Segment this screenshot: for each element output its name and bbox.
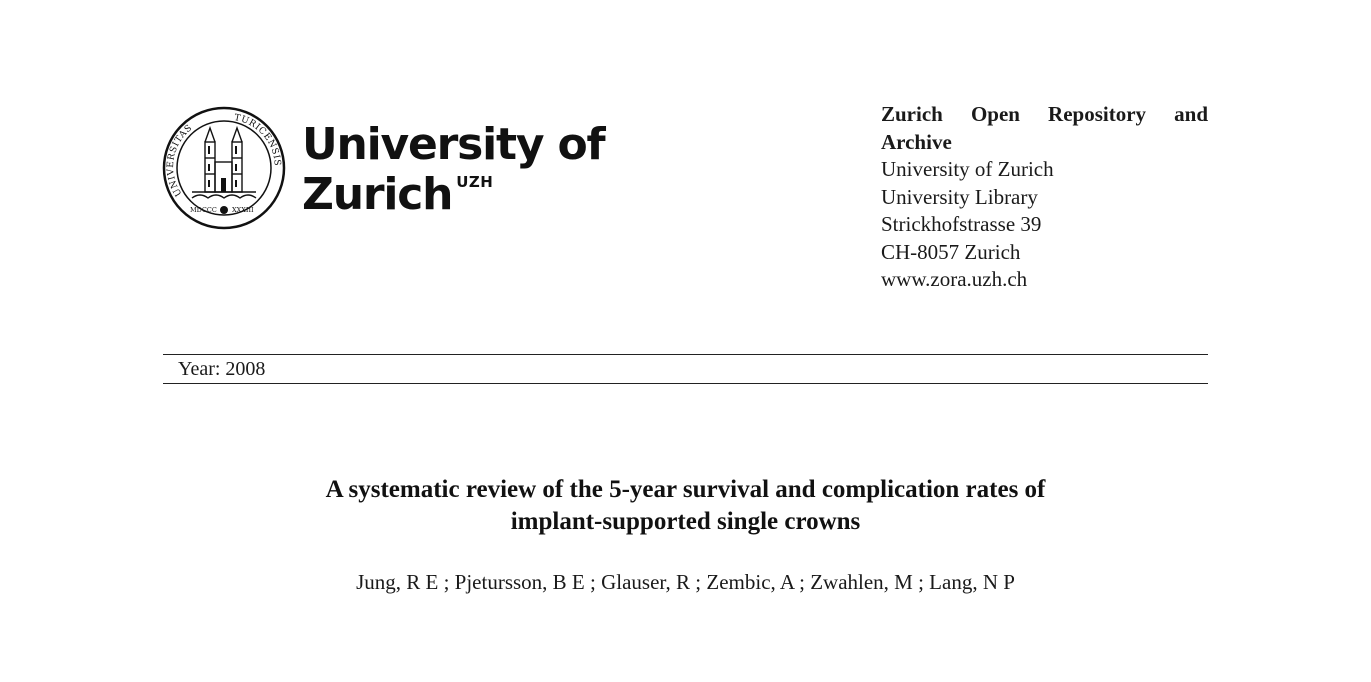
university-wordmark <box>302 120 604 229</box>
seal-text-left: UNIVERSITAS <box>166 123 195 198</box>
repository-name: Zurich Open Repository and Archive <box>881 102 1208 154</box>
year-bottom-divider <box>163 383 1208 384</box>
paper-authors: Jung, R E ; Pjetursson, B E ; Glauser, R ; Zembic, A ; Zwahlen, M ; Lang, N P <box>356 570 1015 594</box>
university-seal-icon <box>162 106 286 230</box>
seal-text-right: TURICENSIS <box>233 113 282 167</box>
address-line: CH-8057 Zurich <box>881 239 1021 264</box>
year-top-divider <box>163 354 1208 355</box>
wordmark-uzh-superscript: UZH <box>456 173 494 191</box>
publication-year: Year: 2008 <box>178 358 266 380</box>
repository-info <box>881 101 1208 294</box>
repository-url[interactable]: www.zora.uzh.ch <box>881 267 1028 291</box>
address-line: Strickhofstrasse 39 <box>881 212 1042 236</box>
paper-title-line1: A systematic review of the 5-year survival and complication rates of <box>325 476 1046 503</box>
svg-text:UNIVERSITAS <box>166 123 194 198</box>
wordmark-line2 <box>302 170 604 229</box>
seal-year-left: MDCCC <box>190 206 217 214</box>
wordmark-zurich: Zurich <box>302 169 453 220</box>
address-line: University Library <box>881 184 1038 209</box>
seal-year-right: XXXIII <box>232 206 254 214</box>
paper-title-line2: implant-supported single crowns <box>510 508 861 535</box>
wordmark-line1: University of <box>302 119 605 170</box>
university-logo <box>162 106 605 232</box>
paper-title <box>163 474 1208 538</box>
address-line: University of Zurich <box>881 157 1054 181</box>
